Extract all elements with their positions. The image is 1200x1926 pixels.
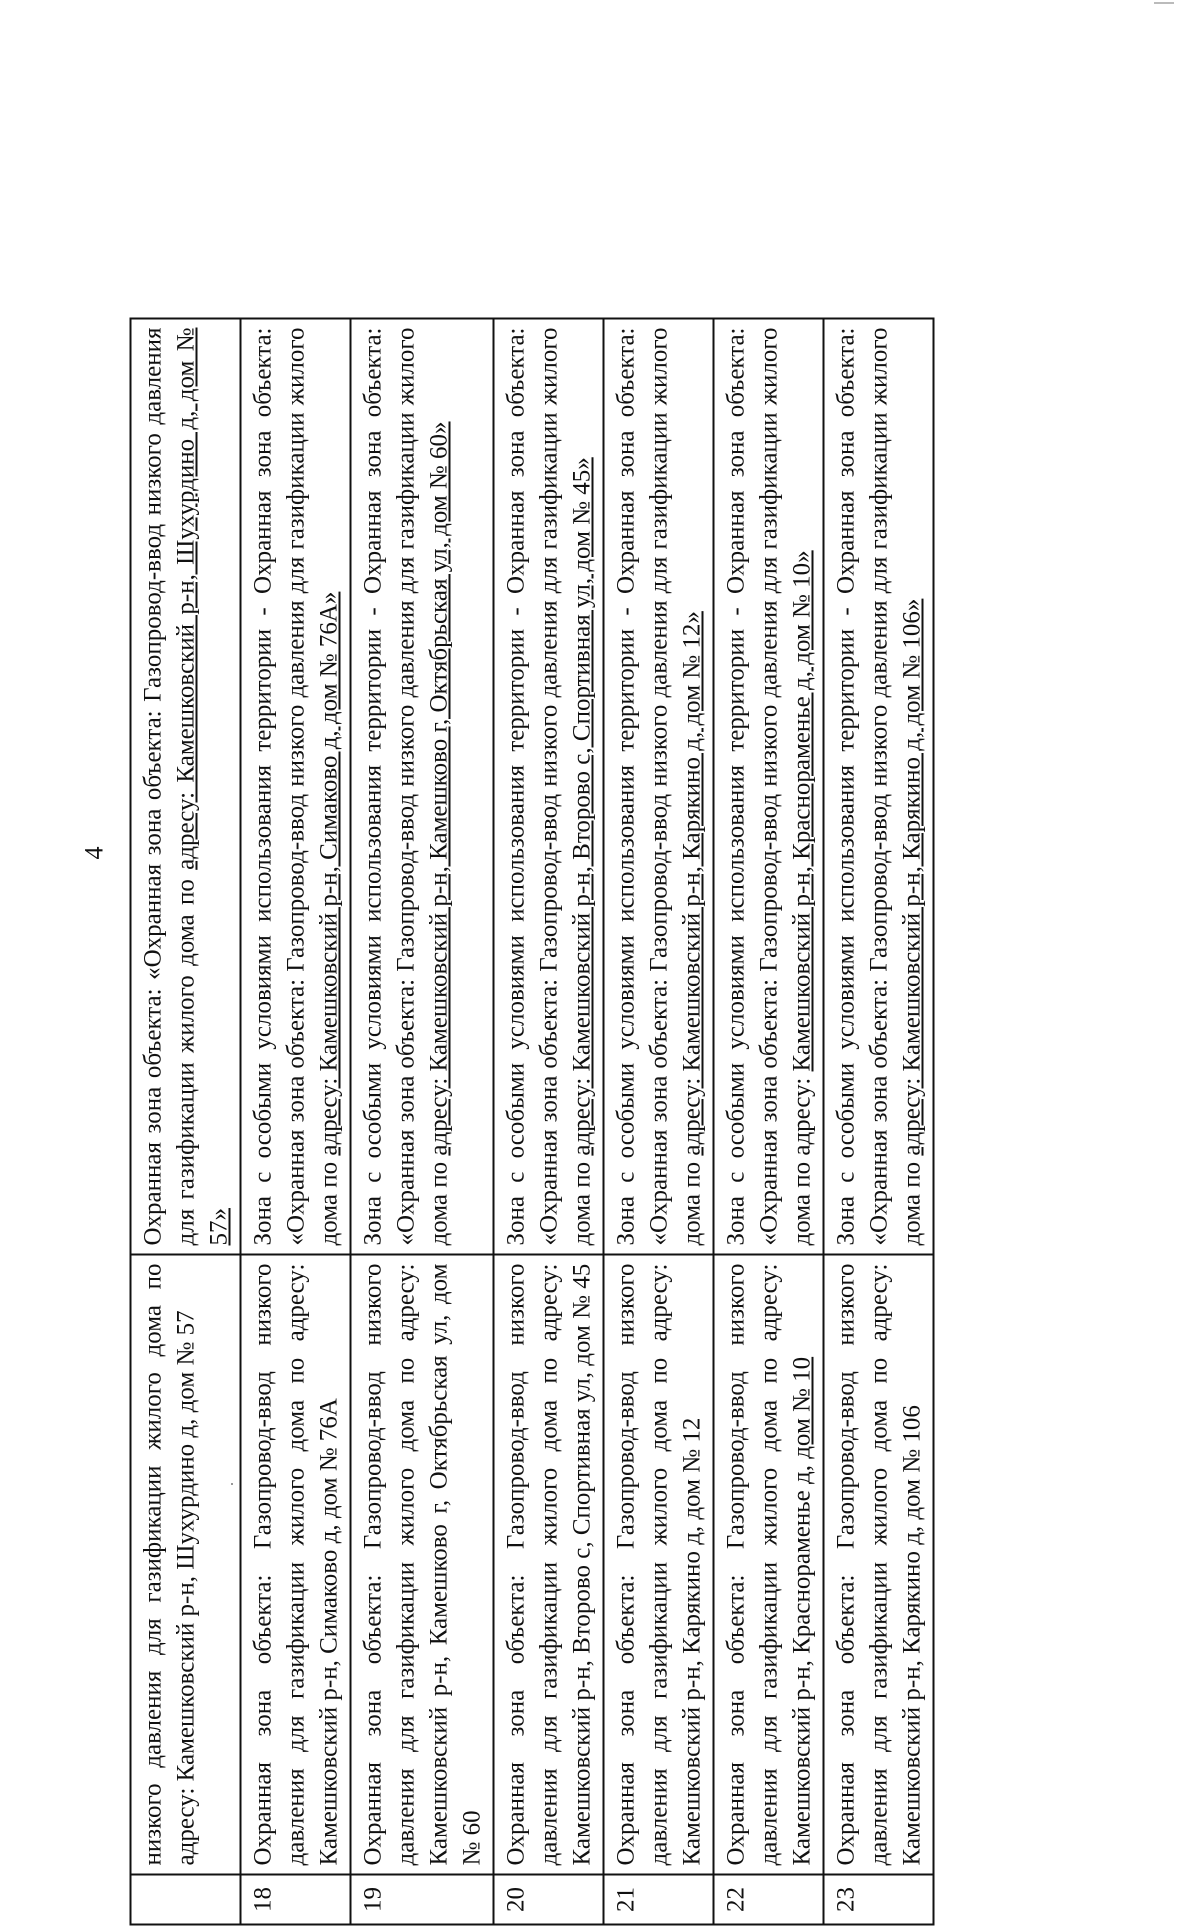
object-description: Охранная зона объекта: Газопровод-ввод низкого давления для газификации жилого дома по адресу: Камешковский р-н, Камешково г, Октябрьская ул, дом № 60 [351, 1255, 494, 1875]
object-description: Охранная зона объекта: Газопровод-ввод низкого давления для газификации жилого дома по адресу: Камешковский р-н, Второво с, Спортивная ул, дом № 45 [494, 1255, 604, 1875]
row-number [131, 1875, 241, 1925]
zone-address: адресу: Камешковский р-н, Карякино д, дом № 12» [678, 611, 706, 1156]
zone-address: адресу: Камешковский р-н, Шухурдино д, дом № 57» [172, 327, 233, 1246]
object-description: Охранная зона объекта: Газопровод-ввод низкого давления для газификации жилого дома по адресу: Камешковский р-н, Карякино д, дом № 12 [604, 1255, 714, 1875]
zone-text: Охранная зона объекта: «Охранная зона объекта: Газопровод-ввод низкого давления для газификации жилого дома по [139, 327, 200, 1246]
zone-description [494, 319, 604, 1255]
table-row [241, 319, 351, 1925]
zone-address: Камешковский р-н, Краснораменье д, дом № 10» [788, 550, 816, 1072]
object-house-number: дом № 10 [788, 1356, 816, 1459]
table-row [351, 319, 494, 1925]
row-number: 19 [351, 1875, 494, 1925]
zone-address: адресу: Камешковский р-н, Второво с, Спортивная ул, дом № 45» [568, 457, 596, 1156]
zone-description [351, 319, 494, 1255]
object-description: низкого давления для газификации жилого дома по адресу: Камешковский р-н, Шухурдино д, дом № 57 [131, 1255, 241, 1875]
object-description: Охранная зона объекта: Газопровод-ввод низкого давления для газификации жилого дома по адресу: Камешковский р-н, Карякино д, дом № 106 [824, 1255, 934, 1875]
zone-text: Зона с особыми условиями использования территории - Охранная зона объекта: «Охранная зона объекта: Газопровод-ввод низкого давления для газификации жилого дома по адресу: [722, 327, 816, 1246]
zone-address: адресу: Камешковский р-н, Камешково г, Октябрьская ул, дом № 60» [425, 421, 453, 1156]
object-description [714, 1255, 824, 1875]
zone-description [241, 319, 351, 1255]
zone-description [824, 319, 934, 1255]
object-description: Охранная зона объекта: Газопровод-ввод низкого давления для газификации жилого дома по адресу: Камешковский р-н, Симаково д, дом № 76А [241, 1255, 351, 1875]
zone-description [604, 319, 714, 1255]
table-row [824, 319, 934, 1925]
table-row [494, 319, 604, 1925]
row-number: 21 [604, 1875, 714, 1925]
object-text: Охранная зона объекта: Газопровод-ввод низкого давления для газификации жилого дома по адресу: Камешковский р-н, Краснораменье д, [722, 1263, 816, 1866]
zone-description [714, 319, 824, 1255]
zone-description [131, 319, 241, 1255]
zone-text: Зона с особыми условиями использования территории - Охранная зона объекта: «Охранная зона объекта: Газопровод-ввод низкого давления для газификации жилого дома по [359, 327, 453, 1246]
rotated-table-container [130, 318, 935, 1926]
table-row [604, 319, 714, 1925]
row-number: 22 [714, 1875, 824, 1925]
row-number: 20 [494, 1875, 604, 1925]
zone-address: адресу: Камешковский р-н, Карякино д, дом № 106» [898, 598, 926, 1156]
zone-text: Зона с особыми условиями использования территории - Охранная зона объекта: «Охранная зона объекта: Газопровод-ввод низкого давления для газификации жилого дома по [249, 327, 343, 1246]
table-row [714, 319, 824, 1925]
table-row [131, 319, 241, 1925]
zone-text: Зона с особыми условиями использования территории - Охранная зона объекта: «Охранная зона объекта: Газопровод-ввод низкого давления для газификации жилого дома по [612, 327, 706, 1246]
zones-table [130, 318, 935, 1926]
row-number: 23 [824, 1875, 934, 1925]
scan-mark [1154, 2, 1174, 4]
page-number: 4 [79, 846, 109, 860]
zone-text: Зона с особыми условиями использования территории - Охранная зона объекта: «Охранная зона объекта: Газопровод-ввод низкого давления для газификации жилого дома по [832, 327, 926, 1246]
row-number: 18 [241, 1875, 351, 1925]
zone-address: адресу: Камешковский р-н, Симаково д, дом № 76А» [315, 591, 343, 1156]
zone-text: Зона с особыми условиями использования территории - Охранная зона объекта: «Охранная зона объекта: Газопровод-ввод низкого давления для газификации жилого дома по [502, 327, 596, 1246]
